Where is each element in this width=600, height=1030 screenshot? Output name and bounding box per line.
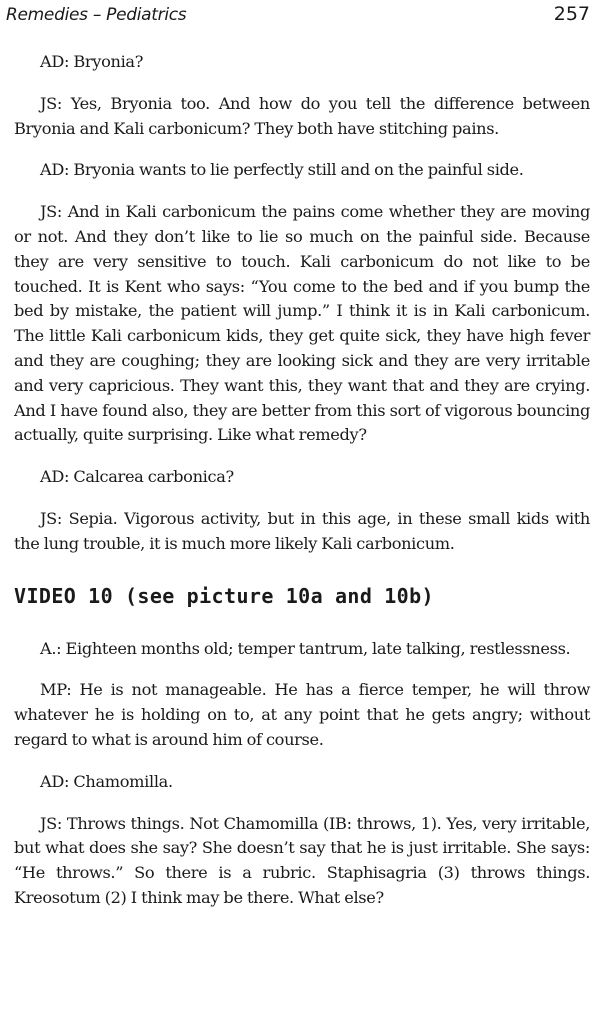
body-text (14, 50, 590, 928)
dialogue-text: Throws things. Not Chamomilla (IB: throws, 1). Yes, very irritable, but what does she say? She doesn’t say that he is just irritable. She says: “He throws.” So there is a rubric. Staphisagria (3) throws things. Kreosotum (2) I think may be there. What else? (14, 813, 590, 907)
speaker-label: JS: (40, 202, 62, 222)
dialogue-paragraph (14, 812, 590, 911)
dialogue-text: Eighteen months old; temper tantrum, late talking, restlessness. (65, 638, 571, 658)
dialogue-paragraph (14, 678, 590, 752)
dialogue-paragraph (14, 158, 590, 183)
dialogue-text: Bryonia? (73, 52, 144, 71)
dialogue-text: Bryonia wants to lie perfectly still and on the painful side. (73, 160, 524, 180)
dialogue-paragraph (14, 465, 590, 490)
running-head (6, 5, 590, 29)
dialogue-text: Calcarea carbonica? (73, 467, 234, 487)
speaker-label: MP: (40, 680, 72, 700)
dialogue-paragraph (14, 50, 590, 75)
dialogue-paragraph (14, 200, 590, 448)
dialogue-text: He is not manageable. He has a fierce temper, he will throw whatever he is holding on to, at any point that he gets angry; without regard to what is around him of course. (14, 680, 591, 749)
page-number: 257 (553, 3, 590, 25)
dialogue-text: Sepia. Vigorous activity, but in this age, in these small kids with the lung trouble, it is much more likely Kali carbonicum. (14, 508, 591, 553)
section-heading: VIDEO 10 (see picture 10a and 10b) (14, 583, 434, 608)
dialogue-text: And in Kali carbonicum the pains come whether they are moving or not. And they don’t like to lie so much on the painful side. Because they are very sensitive to touch. Kali carbonicum do not like to be touched. It is Kent who says: “You come to the bed and if you bump the bed by mistake, the patient will jump.” I think it is in Kali carbonicum. The little Kali carbonicum kids, they get quite sick, they have high fever and they are coughing; they are looking sick and they are very irritable and very capricious. They want this, they want that and they are crying. And I have found also, they are better from this sort of vigorous bouncing actually, quite surprising. Like what remedy? (14, 202, 590, 445)
speaker-label: JS: (40, 813, 62, 833)
dialogue-paragraph (14, 507, 590, 557)
speaker-label: JS: (40, 508, 62, 528)
speaker-label: AD: (40, 771, 70, 791)
running-title: Remedies – Pediatrics (6, 5, 187, 25)
dialogue-text: Chamomilla. (73, 771, 173, 791)
dialogue-paragraph (14, 770, 590, 795)
dialogue-text: Yes, Bryonia too. And how do you tell the difference between Bryonia and Kali carbonicum? They both have stitching pains. (14, 93, 590, 138)
speaker-label: JS: (40, 93, 62, 113)
speaker-label: A.: (40, 638, 62, 658)
dialogue-paragraph (14, 637, 590, 662)
speaker-label: AD: (40, 52, 70, 71)
dialogue-paragraph (14, 92, 590, 142)
speaker-label: AD: (40, 467, 70, 487)
speaker-label: AD: (40, 160, 70, 180)
